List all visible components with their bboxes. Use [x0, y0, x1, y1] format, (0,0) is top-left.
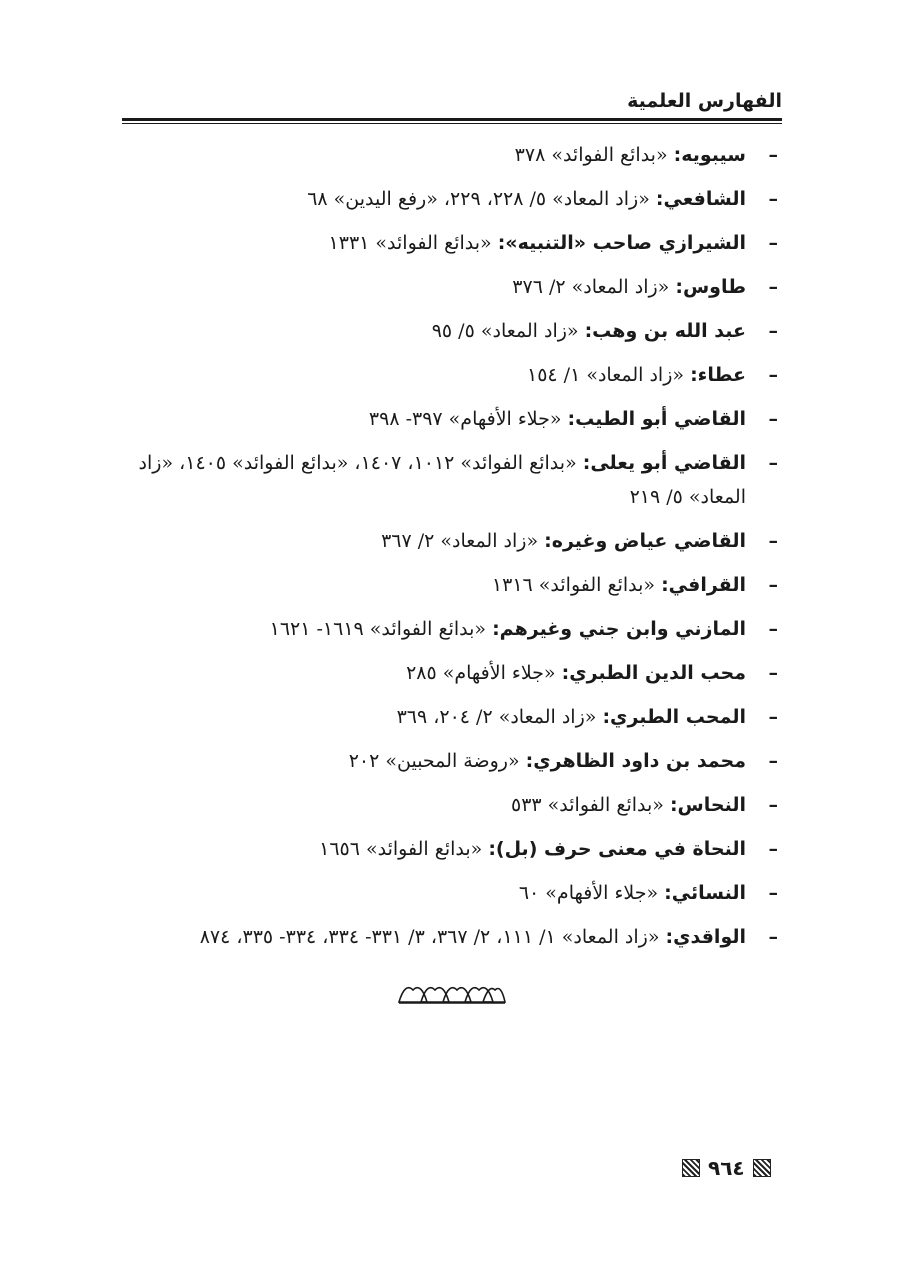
entry-references: «زاد المعاد» ١/ ١١١، ٢/ ٣٦٧، ٣/ ٣٣١- ٣٣٤، ٣٣٤- ٣٣٥، ٨٧٤ [199, 926, 666, 948]
entry-references: «زاد المعاد» ٢/ ٣٧٦ [512, 276, 676, 298]
ornament-square-icon [682, 1159, 700, 1177]
entry-bullet: – [768, 188, 778, 210]
index-entry [110, 402, 782, 436]
entry-name: القاضي أبو يعلى: [582, 452, 746, 474]
index-entries-list [110, 138, 782, 964]
entry-references: «بدائع الفوائد» ١٦١٩- ١٦٢١ [269, 618, 493, 640]
entry-name: النحاس: [669, 794, 746, 816]
entry-name: المحب الطبري: [602, 706, 746, 728]
entry-name: محب الدين الطبري: [561, 662, 746, 684]
entry-name: القاضي أبو الطيب: [567, 408, 746, 430]
entry-name: الشيرازي صاحب «التنبيه»: [497, 232, 746, 254]
entry-bullet: – [768, 750, 778, 772]
entry-name: النحاة في معنى حرف (بل): [488, 838, 746, 860]
entry-bullet: – [768, 926, 778, 948]
entry-name: القرافي: [661, 574, 746, 596]
index-entry [110, 656, 782, 690]
index-entry [110, 524, 782, 558]
index-entry [110, 612, 782, 646]
index-entry [110, 446, 782, 514]
entry-bullet: – [768, 574, 778, 596]
header-rule-thin [122, 123, 782, 124]
entry-bullet: – [768, 706, 778, 728]
entry-references: «زاد المعاد» ٥/ ٩٥ [431, 320, 585, 342]
entry-references: «بدائع الفوائد» ١٣١٦ [491, 574, 662, 596]
entry-bullet: – [768, 232, 778, 254]
entry-name: النسائي: [664, 882, 746, 904]
entry-name: الواقدي: [665, 926, 746, 948]
entry-references: «زاد المعاد» ١/ ١٥٤ [527, 364, 691, 386]
entry-bullet: – [768, 320, 778, 342]
entry-bullet: – [768, 144, 778, 166]
index-entry [110, 876, 782, 910]
header-title: الفهارس العلمية [627, 90, 782, 112]
entry-bullet: – [768, 276, 778, 298]
entry-name: محمد بن داود الظاهري: [525, 750, 746, 772]
entry-bullet: – [768, 452, 778, 474]
entry-references: «بدائع الفوائد» ١٣٣١ [328, 232, 498, 254]
entry-bullet: – [768, 838, 778, 860]
entry-bullet: – [768, 408, 778, 430]
page-number: ٩٦٤ [708, 1156, 745, 1180]
index-entry [110, 270, 782, 304]
header-rule-thick [122, 118, 782, 121]
index-entry [110, 832, 782, 866]
index-entry [110, 182, 782, 216]
entry-references: «بدائع الفوائد» ٥٣٣ [510, 794, 670, 816]
page-footer [682, 1153, 771, 1183]
entry-name: عبد الله بن وهب: [584, 320, 746, 342]
index-entry [110, 314, 782, 348]
entry-bullet: – [768, 530, 778, 552]
index-entry [110, 744, 782, 778]
entry-references: «بدائع الفوائد» ١٠١٢، ١٤٠٧، «بدائع الفوائد» ١٤٠٥، «زاد المعاد» ٥/ ٢١٩ [138, 452, 746, 508]
entry-references: «جلاء الأفهام» ٦٠ [518, 882, 665, 904]
entry-references: «بدائع الفوائد» ١٦٥٦ [319, 838, 489, 860]
index-entry [110, 138, 782, 172]
index-entry [110, 568, 782, 602]
running-header [122, 84, 782, 126]
entry-name: سيبويه: [673, 144, 746, 166]
entry-references: «زاد المعاد» ٥/ ٢٢٨، ٢٢٩، «رفع اليدين» ٦٨ [307, 188, 656, 210]
entry-bullet: – [768, 882, 778, 904]
entry-references: «جلاء الأفهام» ٢٨٥ [406, 662, 562, 684]
closing-ornament [395, 976, 507, 1006]
entry-name: طاوس: [675, 276, 746, 298]
entry-references: «بدائع الفوائد» ٣٧٨ [514, 144, 674, 166]
entry-references: «روضة المحبين» ٢٠٢ [348, 750, 526, 772]
ornament-square-icon [753, 1159, 771, 1177]
entry-name: الشافعي: [655, 188, 746, 210]
entry-references: «زاد المعاد» ٢/ ٢٠٤، ٣٦٩ [396, 706, 603, 728]
index-entry [110, 920, 782, 954]
entry-bullet: – [768, 794, 778, 816]
index-entry [110, 226, 782, 260]
entry-bullet: – [768, 364, 778, 386]
entry-name: القاضي عياض وغيره: [544, 530, 746, 552]
entry-name: المازني وابن جني وغيرهم: [492, 618, 746, 640]
index-entry [110, 700, 782, 734]
entry-bullet: – [768, 618, 778, 640]
entry-references: «جلاء الأفهام» ٣٩٧- ٣٩٨ [368, 408, 568, 430]
index-entry [110, 788, 782, 822]
entry-references: «زاد المعاد» ٢/ ٣٦٧ [381, 530, 545, 552]
entry-bullet: – [768, 662, 778, 684]
index-entry [110, 358, 782, 392]
entry-name: عطاء: [690, 364, 746, 386]
